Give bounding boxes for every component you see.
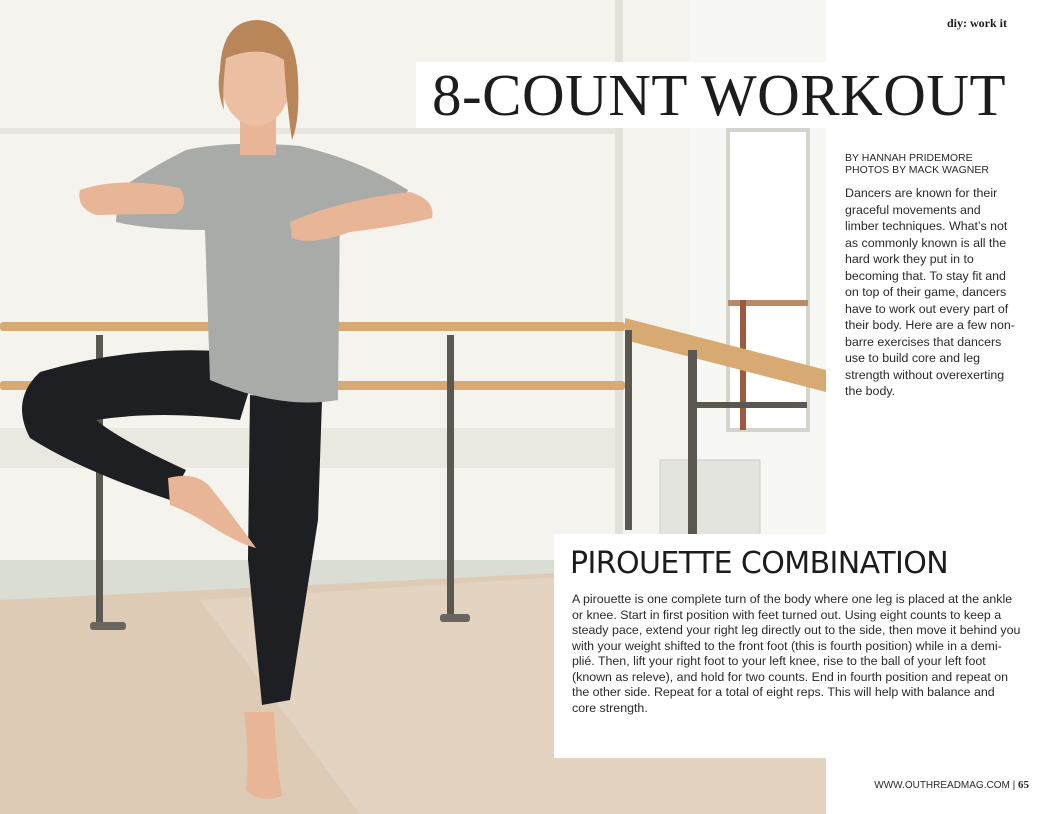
section-tag: diy: work it: [947, 16, 1007, 30]
byline-photographer: PHOTOS BY MACK WAGNER: [845, 164, 989, 176]
intro-paragraph: Dancers are known for their graceful movements and limber techniques. What’s not as commonly known is all the hard work they put in to becoming that. To stay fit and on top of their game, dancers have to work out every part of their body. Here are a few non-barre exercises that dancers use to build core and leg strength without overexerting the body.: [845, 186, 1015, 398]
byline-writer: BY HANNAH PRIDEMORE: [845, 152, 973, 164]
pirouette-body: A pirouette is one complete turn of the body where one leg is placed at the ankle or knee. Start in first position with feet turned out. Using eight counts to keep a steady pace, extend your right leg directly out to the side, then move it behind you with your weight shifted to the front foot (this is fourth position) while in a demi-plié. Then, lift your right foot to your left knee, rise to the ball of your left foot (known as releve), and hold for two counts. End in fourth position and repeat on the other side. Repeat for a total of eight reps. This will help with balance and core strength.: [572, 592, 1021, 715]
barre-post: [625, 330, 632, 530]
title-box: [416, 62, 1026, 128]
barre-bracket: [697, 402, 807, 408]
barre-post: [688, 350, 697, 535]
wall-molding: [0, 128, 620, 134]
radiator: [660, 460, 760, 540]
barre-post: [447, 335, 454, 620]
page-number: 65: [1018, 779, 1029, 791]
dancer-left-arm: [79, 182, 184, 215]
page-footer: [874, 779, 1029, 791]
footer-website: WWW.OUTHREADMAG.COM: [874, 780, 1010, 791]
barre-post-foot: [440, 614, 470, 622]
byline: [845, 152, 989, 176]
page-title: 8-COUNT WORKOUT: [432, 62, 1006, 128]
pirouette-heading: PIROUETTE COMBINATION: [570, 546, 949, 581]
pirouette-section: [554, 534, 1026, 758]
footer-separator: |: [1012, 780, 1016, 791]
barre-post-foot: [90, 622, 126, 630]
